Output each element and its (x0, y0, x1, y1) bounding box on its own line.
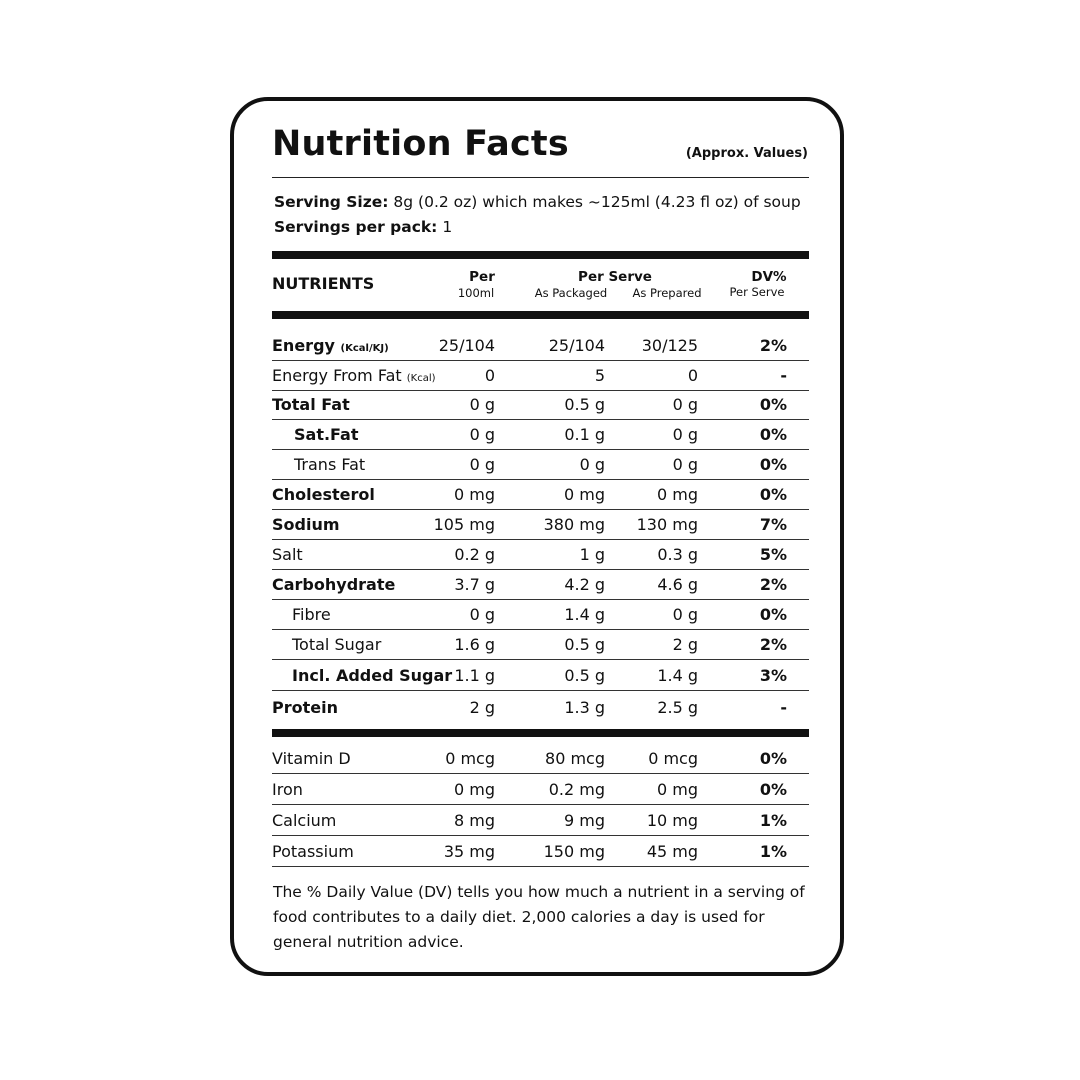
as-packaged: 80 mcg (545, 749, 605, 768)
as-packaged: 5 (594, 366, 605, 385)
per-100ml: 35 mg (443, 842, 495, 861)
per-100ml: 0 mcg (445, 749, 495, 768)
daily-value: 2% (759, 635, 787, 654)
as-packaged: 0 g (579, 455, 605, 474)
thick-divider (272, 729, 809, 737)
divider (272, 177, 809, 178)
header-nutrients: NUTRIENTS (272, 274, 375, 293)
table-row (272, 775, 809, 805)
per-100ml: 25/104 (438, 336, 495, 355)
thick-divider (272, 311, 809, 319)
table-row (272, 450, 809, 480)
as-packaged: 0.5 g (564, 635, 605, 654)
header-as-prepared: As Prepared (632, 286, 702, 300)
header-dv: DV% (751, 269, 787, 285)
as-prepared: 0 g (672, 395, 698, 414)
row-divider (272, 835, 809, 836)
nutrient-name: Incl. Added Sugar (292, 666, 453, 685)
nutrient-name: Energy From Fat (272, 366, 402, 385)
daily-value: 1% (759, 811, 787, 830)
nutrient-name: Sat.Fat (294, 425, 359, 444)
nutrient-name: Cholesterol (272, 485, 375, 504)
header-per-sub: 100ml (457, 286, 495, 300)
per-100ml: 0 g (469, 395, 495, 414)
as-prepared: 10 mg (646, 811, 698, 830)
as-prepared: 0.3 g (657, 545, 698, 564)
nutrient-name: Total Fat (272, 395, 350, 414)
thick-divider (272, 251, 809, 259)
as-packaged: 0.1 g (564, 425, 605, 444)
daily-value: - (780, 698, 787, 717)
as-packaged: 1.3 g (564, 698, 605, 717)
table-row (272, 540, 809, 570)
per-100ml: 0 (484, 366, 495, 385)
daily-value: - (780, 366, 787, 385)
per-100ml: 0.2 g (454, 545, 495, 564)
daily-value: 0% (759, 749, 787, 768)
table-row (272, 661, 809, 691)
as-packaged: 1.4 g (564, 605, 605, 624)
nutrient-name: Salt (272, 545, 303, 564)
daily-value: 2% (759, 336, 787, 355)
per-100ml: 0 g (469, 425, 495, 444)
as-packaged: 0.2 mg (548, 780, 605, 799)
header-as-packaged: As Packaged (534, 286, 608, 300)
serving-size-label: Serving Size: (274, 193, 389, 211)
as-packaged: 0.5 g (564, 395, 605, 414)
table-row (272, 420, 809, 450)
row-divider (272, 866, 809, 867)
as-prepared: 2 g (672, 635, 698, 654)
servings-per-pack-label: Servings per pack: (274, 218, 438, 236)
per-100ml: 0 g (469, 605, 495, 624)
table-row (272, 600, 809, 630)
header-per-serve: Per Serve (578, 269, 652, 285)
page-title: Nutrition Facts (272, 124, 569, 164)
table-row (272, 630, 809, 660)
per-100ml: 8 mg (453, 811, 495, 830)
table-row (272, 480, 809, 510)
nutrient-unit: (Kcal) (406, 373, 436, 384)
daily-value: 1% (759, 842, 787, 861)
row-divider (272, 690, 809, 691)
row-divider (272, 804, 809, 805)
per-100ml: 3.7 g (454, 575, 495, 594)
serving-size-value: 8g (0.2 oz) which makes ~125ml (4.23 fl oz) of soup (393, 193, 801, 211)
as-packaged: 1 g (579, 545, 605, 564)
row-divider (272, 659, 809, 660)
nutrient-name: Protein (272, 698, 338, 717)
as-packaged: 4.2 g (564, 575, 605, 594)
per-100ml: 0 mg (453, 780, 495, 799)
daily-value: 5% (759, 545, 787, 564)
header-dv-sub: Per Serve (729, 285, 785, 299)
nutrient-name: Energy (272, 336, 335, 355)
as-packaged: 0 mg (563, 485, 605, 504)
daily-value: 0% (759, 780, 787, 799)
as-prepared: 30/125 (641, 336, 698, 355)
per-100ml: 0 mg (453, 485, 495, 504)
table-row (272, 331, 809, 361)
daily-value: 2% (759, 575, 787, 594)
nutrient-name: Iron (272, 780, 303, 799)
as-prepared: 2.5 g (657, 698, 698, 717)
per-100ml: 2 g (469, 698, 495, 717)
as-prepared: 0 mcg (648, 749, 698, 768)
as-prepared: 0 mg (656, 780, 698, 799)
table-row (272, 806, 809, 836)
nutrient-name: Vitamin D (272, 749, 351, 768)
table-row (272, 570, 809, 600)
nutrient-name: Sodium (272, 515, 340, 534)
daily-value: 0% (759, 425, 787, 444)
table-row (272, 390, 809, 420)
table-row (272, 693, 809, 723)
daily-value: 7% (759, 515, 787, 534)
table-row (272, 837, 809, 867)
nutrient-name: Potassium (272, 842, 354, 861)
per-100ml: 105 mg (433, 515, 495, 534)
as-prepared: 0 g (672, 605, 698, 624)
per-100ml: 1.1 g (454, 666, 495, 685)
as-packaged: 150 mg (543, 842, 605, 861)
table-row (272, 744, 809, 774)
nutrient-name: Fibre (292, 605, 331, 624)
nutrient-name: Calcium (272, 811, 337, 830)
daily-value: 0% (759, 485, 787, 504)
daily-value: 0% (759, 395, 787, 414)
row-divider (272, 773, 809, 774)
as-prepared: 0 g (672, 425, 698, 444)
as-packaged: 0.5 g (564, 666, 605, 685)
as-prepared: 45 mg (646, 842, 698, 861)
daily-value: 3% (759, 666, 787, 685)
nutrient-name: Total Sugar (292, 635, 382, 654)
as-packaged: 25/104 (548, 336, 605, 355)
daily-value: 0% (759, 605, 787, 624)
as-prepared: 0 (687, 366, 698, 385)
nutrient-name: Trans Fat (294, 455, 366, 474)
nutrient-unit: (Kcal/KJ) (340, 343, 389, 354)
table-row (272, 361, 809, 391)
daily-value: 0% (759, 455, 787, 474)
as-prepared: 0 g (672, 455, 698, 474)
per-100ml: 1.6 g (454, 635, 495, 654)
nutrient-name: Carbohydrate (272, 575, 396, 594)
as-prepared: 130 mg (636, 515, 698, 534)
servings-per-pack (274, 218, 452, 236)
as-packaged: 380 mg (543, 515, 605, 534)
header-per: Per (469, 269, 495, 285)
per-100ml: 0 g (469, 455, 495, 474)
table-row (272, 510, 809, 540)
as-prepared: 0 mg (656, 485, 698, 504)
approx-values-note: (Approx. Values) (685, 146, 808, 161)
as-prepared: 4.6 g (657, 575, 698, 594)
servings-per-pack-value: 1 (442, 218, 453, 236)
serving-size (274, 193, 801, 211)
footnote: The % Daily Value (DV) tells you how much a nutrient in a serving of food contributes to a daily diet. 2,000 calories a day is used for general nutrition advice. (273, 883, 805, 951)
as-packaged: 9 mg (563, 811, 605, 830)
as-prepared: 1.4 g (657, 666, 698, 685)
